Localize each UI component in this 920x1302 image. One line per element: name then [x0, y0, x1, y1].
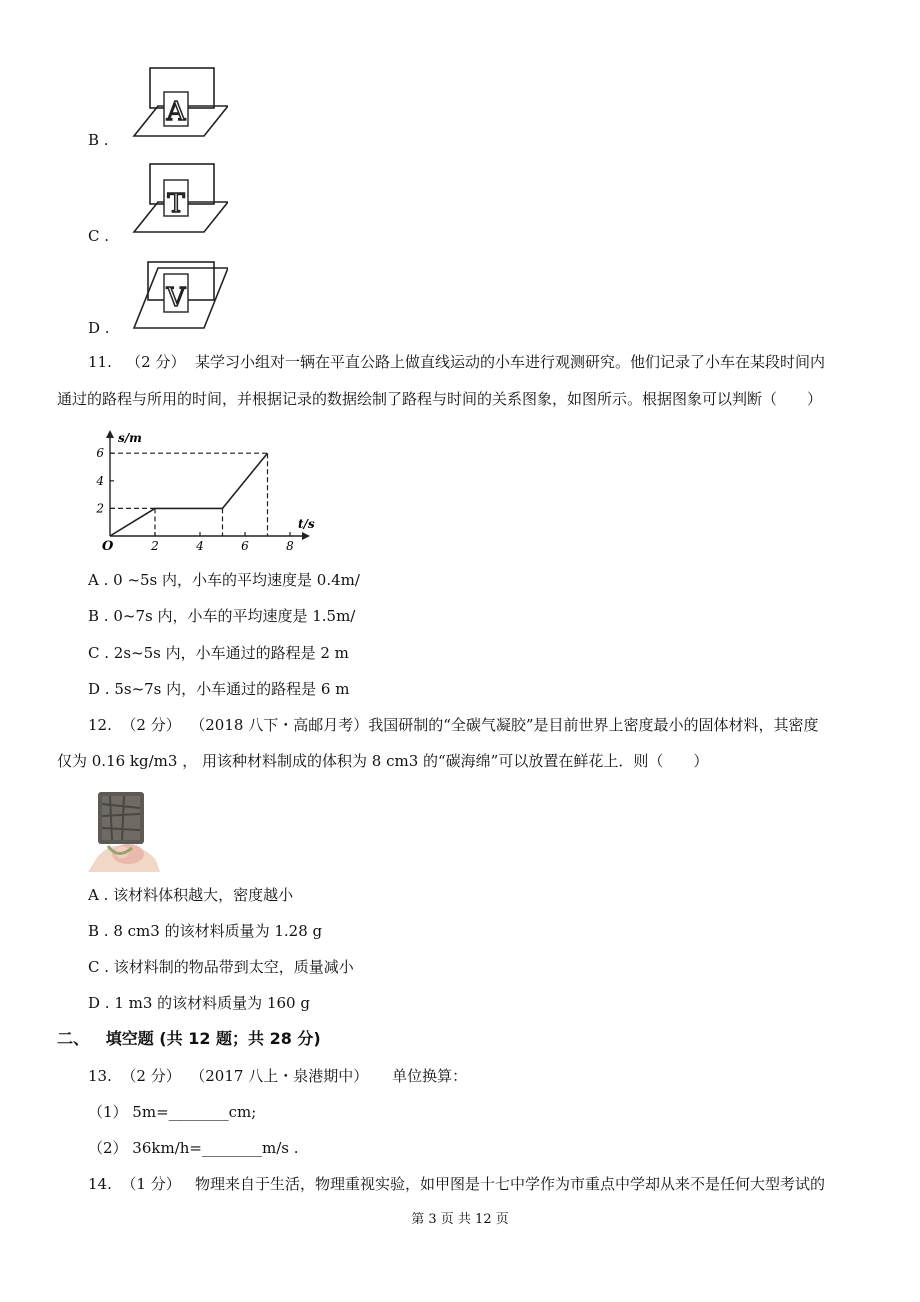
x-axis-arrow: [302, 532, 310, 540]
series-line: [110, 453, 268, 536]
question-11-line1: [88, 352, 825, 372]
x-tick-label: 4: [196, 539, 204, 552]
question-number: 14.: [88, 1175, 112, 1193]
option-b: B . 8 cm3 的该材料质量为 1.28 g: [88, 922, 323, 940]
x-tick-label: 2: [151, 539, 159, 552]
question-13-sub2: （2） 36km/h=________m/s .: [88, 1139, 299, 1157]
figure-letter-v: V: [166, 283, 186, 313]
question-score: （1 分）: [121, 1175, 181, 1193]
question-score: （2 分）: [126, 353, 186, 371]
origin-label: O: [102, 539, 114, 552]
section-title: 填空题 (共 12 题；共 28 分): [105, 1029, 321, 1048]
question-stem: 某学习小组对一辆在平直公路上做直线运动的小车进行观测研究。他们记录了小车在某段时间内: [195, 353, 826, 371]
question-12-line1: [88, 715, 819, 735]
y-axis-arrow: [106, 430, 114, 438]
section-number: 二、: [57, 1029, 90, 1048]
option-label-d: D .: [88, 319, 110, 337]
x-tick-label: 6: [241, 539, 249, 552]
figure-letter-t: T: [167, 189, 185, 219]
figure-letter-a: A: [166, 97, 186, 127]
q10-figure-d: [128, 254, 228, 332]
question-stem: 我国研制的“全碳气凝胶”是目前世界上密度最小的固体材料，其密度: [368, 716, 819, 734]
y-tick-label: 4: [96, 473, 104, 488]
question-number: 12.: [88, 716, 112, 734]
distance-time-chart: [94, 428, 324, 552]
question-score: （2 分）: [121, 716, 181, 734]
question-13-line1: [88, 1066, 467, 1086]
carbon-aerogel-photo: [88, 786, 160, 872]
x-axis-label: t/s: [298, 517, 315, 531]
option-c: C . 该材料制的物品带到太空，质量减小: [88, 958, 354, 976]
option-d: D . 1 m3 的该材料质量为 160 g: [88, 994, 310, 1012]
y-tick-label: 6: [96, 446, 104, 461]
option-label-b: B .: [88, 131, 109, 149]
page-footer: 第 3 页 共 12 页: [411, 1212, 509, 1227]
option-a: A . 该材料体积越大，密度越小: [88, 886, 294, 904]
question-12-line2: 仅为 0.16 kg/m3 ， 用该种材料制成的体积为 8 cm3 的“碳海绵”可以放置在鲜花上．则（ ）: [57, 752, 709, 770]
x-tick-label: 8: [286, 539, 294, 552]
option-c: C . 2s~5s 内，小车通过的路程是 2 m: [88, 644, 349, 662]
y-axis-label: s/m: [118, 431, 142, 445]
question-source: （2017 八上・泉港期中）: [190, 1067, 369, 1085]
question-14-line1: [88, 1174, 825, 1194]
question-13-sub1: （1） 5m=________cm;: [88, 1103, 257, 1121]
question-stem: 单位换算：: [392, 1067, 468, 1085]
q10-figure-b: [128, 62, 228, 140]
option-b: B . 0~7s 内，小车的平均速度是 1.5m/: [88, 607, 356, 625]
question-source: （2018 八下・高邮月考）: [190, 716, 369, 734]
question-number: 11.: [88, 353, 112, 371]
question-score: （2 分）: [121, 1067, 181, 1085]
question-stem: 物理来自于生活，物理重视实验，如甲图是十七中学作为市重点中学却从来不是任何大型考试的: [195, 1175, 826, 1193]
section-heading: [57, 1029, 321, 1049]
option-d: D . 5s~7s 内，小车通过的路程是 6 m: [88, 680, 350, 698]
option-label-c: C .: [88, 227, 110, 245]
option-a: A . 0 ~5s 内，小车的平均速度是 0.4m/: [88, 571, 360, 589]
q10-figure-c: [128, 158, 228, 236]
question-11-line2: 通过的路程与所用的时间，并根据记录的数据绘制了路程与时间的关系图象，如图所示。根据图象可以判断（ ）: [57, 390, 823, 408]
question-number: 13.: [88, 1067, 112, 1085]
y-tick-label: 2: [96, 501, 104, 516]
